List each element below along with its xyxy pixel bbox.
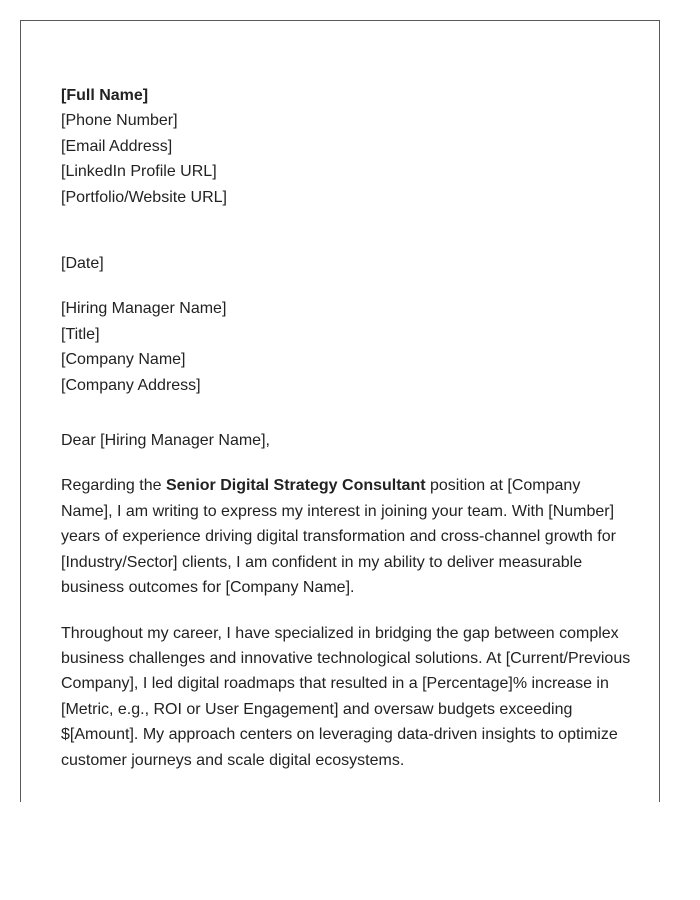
spacer (61, 453, 631, 473)
paragraph-experience: Throughout my career, I have specialized in bridging the gap between complex business challenges and innovative technological solutions. At [Current/Previous Company], I led digital roadmaps that resulted in a [Percentage]% increase in [Metric, e.g., ROI or User Engagement] and oversaw budgets exceeding $[Amount]. My approach centers on leveraging data-driven insights to optimize customer journeys and scale digital ecosystems. (61, 624, 631, 769)
sender-full-name: [Full Name] (61, 87, 149, 104)
paragraph-intro (61, 473, 631, 600)
paragraph-intro-after: position at [Company Name], I am writing to express my interest in joining your team. With [Number] years of experience driving digital transformation and cross-channel growth for [Industry/Sector] clients, I am confident in my ability to deliver measurable business outcomes for [Company Name]. (61, 477, 616, 597)
spacer (61, 601, 631, 621)
letter-date: [Date] (61, 255, 104, 273)
sender-block (61, 83, 631, 210)
spacer (61, 398, 631, 428)
letter-page (20, 20, 660, 802)
spacer (61, 276, 631, 296)
recipient-name: [Hiring Manager Name] (61, 300, 227, 318)
recipient-title: [Title] (61, 325, 100, 343)
letter-content (61, 83, 631, 773)
sender-linkedin: [LinkedIn Profile URL] (61, 163, 217, 181)
recipient-address: [Company Address] (61, 376, 201, 394)
sender-portfolio: [Portfolio/Website URL] (61, 188, 227, 206)
paragraph-intro-before: Regarding the (61, 477, 166, 495)
sender-phone: [Phone Number] (61, 112, 178, 130)
recipient-block (61, 296, 631, 398)
position-title: Senior Digital Strategy Consultant (165, 477, 426, 495)
salutation: Dear [Hiring Manager Name], (61, 432, 270, 450)
spacer (61, 210, 631, 251)
sender-email: [Email Address] (61, 137, 173, 155)
recipient-company: [Company Name] (61, 351, 186, 369)
